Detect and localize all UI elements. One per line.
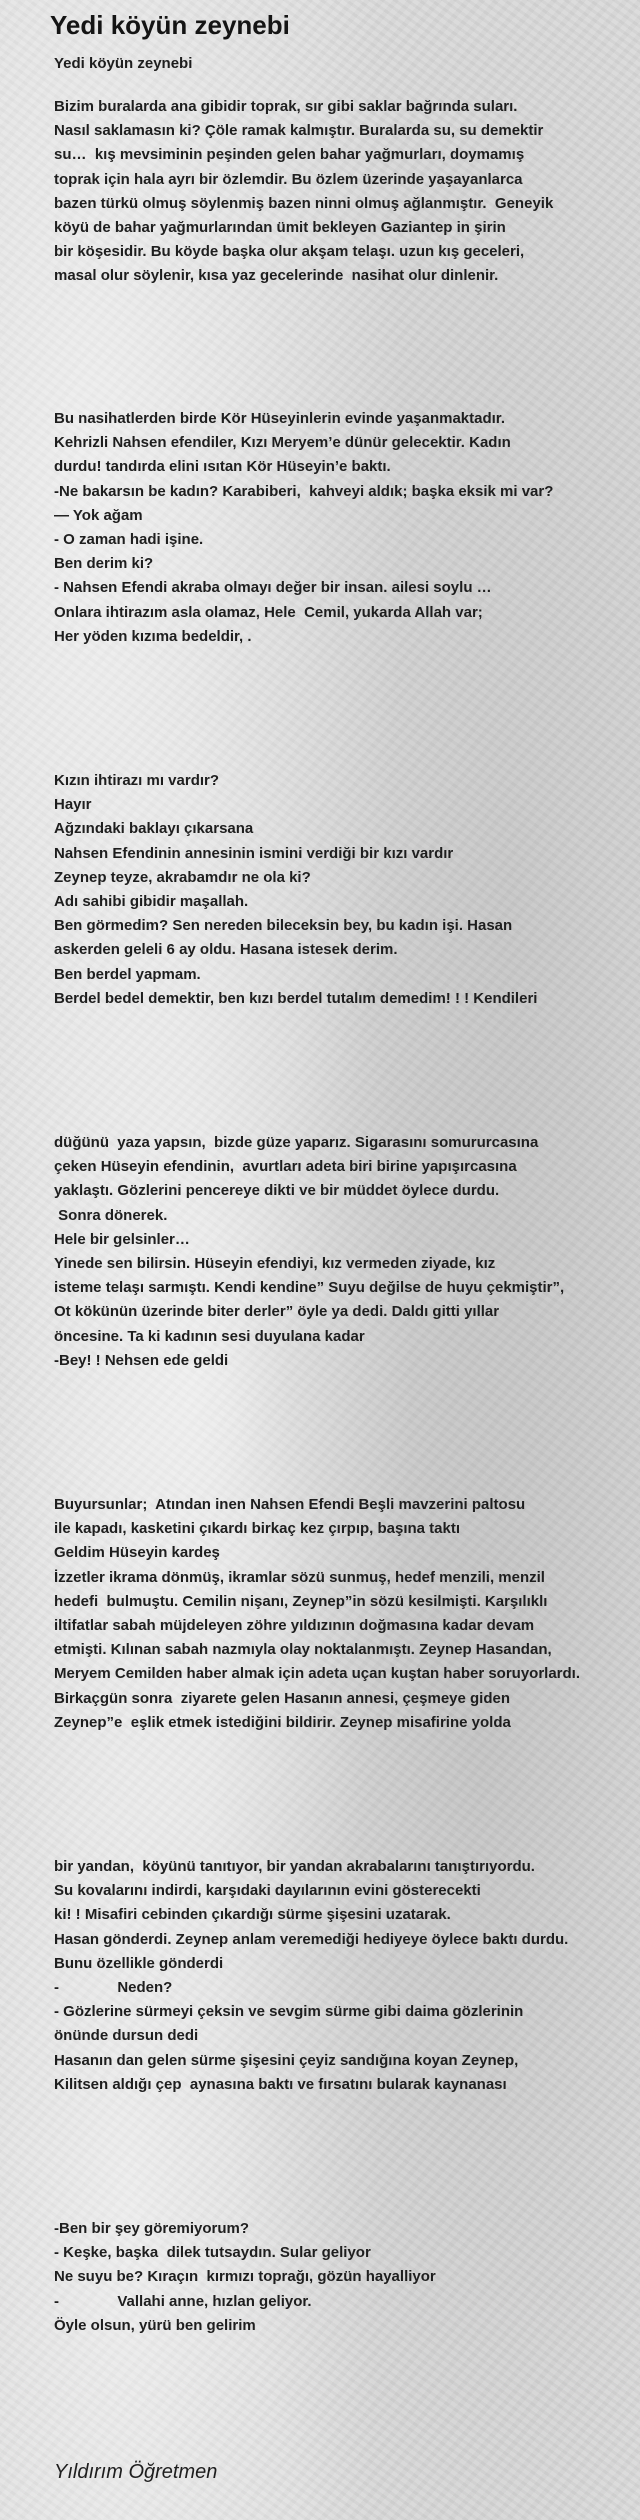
poem-line: Berdel bedel demektir, ben kızı berdel tutalım demedim! ! ! Kendileri xyxy=(54,989,538,1007)
poem-line: önünde dursun dedi xyxy=(54,2027,199,2045)
poem-line: Bu nasihatlerden birde Kör Hüseyinlerin evinde yaşanmaktadır. xyxy=(54,410,505,427)
author-signature: Yıldırım Öğretmen xyxy=(54,2461,218,2483)
poem-line: Yinede sen bilirsin. Hüseyin efendiyi, kız vermeden ziyade, kız xyxy=(54,1254,496,1272)
poem-line: Ben görmedim? Sen nereden bileceksin bey, bu kadın işi. Hasan xyxy=(54,917,513,935)
poem-line: Zeynep teyze, akrabamdır ne ola ki? xyxy=(54,868,311,886)
poem-line: Kızın ihtirazı mı vardır? xyxy=(54,772,220,789)
poem-line: Onlara ihtirazım asla olamaz, Hele Cemil, yukarda Allah var; xyxy=(54,603,483,621)
poem-line: Birkaçgün sonra ziyarete gelen Hasanın annesi, çeşmeye giden xyxy=(54,1689,511,1707)
poem-line: durdu! tandırda elini ısıtan Kör Hüseyin’e baktı. xyxy=(54,458,391,476)
poem-line: Adı sahibi gibidir maşallah. xyxy=(54,892,249,910)
poem-line: öncesine. Ta ki kadının sesi duyulana kadar xyxy=(54,1327,365,1345)
poem-line: Bunu özellikle gönderdi xyxy=(54,1954,224,1972)
stanza-2 xyxy=(0,407,640,649)
poem-line: bazen türkü olmuş söylenmiş bazen ninni olmuş ağlanmıştır. Geneyik xyxy=(54,194,554,212)
poem-line: su… kış mevsiminin peşinden gelen bahar yağmurları, doymamış xyxy=(54,146,525,164)
poem-line: Hayır xyxy=(54,796,92,814)
poem-line: Bizim buralarda ana gibidir toprak, sır gibi saklar bağrında suları. xyxy=(54,98,518,115)
page-title: Yedi köyün zeynebi xyxy=(50,10,290,40)
poem-line: -Bey! ! Nehsen ede geldi xyxy=(54,1351,229,1369)
poem-line: Kehrizli Nahsen efendiler, Kızı Meryem’e dünür gelecektir. Kadın xyxy=(54,434,511,452)
poem-line: düğünü yaza yapsın, bizde güze yaparız. Sigarasını somururcasına xyxy=(54,1134,539,1151)
poem-line: Hele bir gelsinler… xyxy=(54,1230,190,1248)
poem-line: ki! ! Misafiri cebinden çıkardığı sürme şişesini uzatarak. xyxy=(54,1906,451,1924)
poem-line: hedefi bulmuştu. Cemilin nişanı, Zeynep”in sözü kesilmişti. Karşılıklı xyxy=(54,1592,548,1610)
poem-line: Su kovalarını indirdi, karşıdaki dayılarının evini gösterecekti xyxy=(54,1882,481,1900)
poem-line: - Vallahi anne, hızlan geliyor. xyxy=(54,2292,312,2310)
poem-line: askerden geleli 6 ay oldu. Hasana istesek derim. xyxy=(54,941,398,959)
poem-line: - Nahsen Efendi akraba olmayı değer bir insan. ailesi soylu … xyxy=(54,579,492,597)
stanza-1 xyxy=(0,95,640,289)
poem-line: çeken Hüseyin efendinin, avurtları adeta biri birine yapışırcasına xyxy=(54,1158,517,1176)
stanza-7 xyxy=(0,2217,640,2338)
poem-line: — Yok ağam xyxy=(54,506,143,524)
poem-line: Ne suyu be? Kıraçın kırmızı toprağı, gözün hayalliyor xyxy=(54,2268,436,2286)
stanza-6 xyxy=(0,1855,640,2097)
poem-line: -Ne bakarsın be kadın? Karabiberi, kahveyi aldık; başka eksik mi var? xyxy=(54,482,554,500)
poem-line: yaklaştı. Gözlerini pencereye dikti ve bir müddet öylece durdu. xyxy=(54,1182,500,1200)
poem-line: Hasan gönderdi. Zeynep anlam veremediği hediyeye öylece baktı durdu. xyxy=(54,1930,569,1948)
poem-line: masal olur söylenir, kısa yaz gecelerinde nasihat olur dinlenir. xyxy=(54,267,499,285)
poem-line: Ben berdel yapmam. xyxy=(54,965,201,983)
poem-line: Sonra dönerek. xyxy=(54,1206,168,1224)
poem-line: Geldim Hüseyin kardeş xyxy=(54,1544,220,1562)
poem-line: Her yöden kızıma bedeldir, . xyxy=(54,627,252,645)
poem-line: Zeynep”e eşlik etmek istediğini bildirir. Zeynep misafirine yolda xyxy=(54,1713,511,1731)
poem-line: toprak için hala ayrı bir özlemdir. Bu özlem üzerinde yaşayanlarca xyxy=(54,170,523,188)
stanza-4 xyxy=(0,1131,640,1373)
poem-subtitle: Yedi köyün zeynebi xyxy=(54,55,193,72)
poem-line: Nahsen Efendinin annesinin ismini verdiği bir kızı vardır xyxy=(54,844,454,862)
poem-line: bir köşesidir. Bu köyde başka olur akşam telaşı. uzun kış geceleri, xyxy=(54,243,525,261)
poem-line: Ağzındaki baklayı çıkarsana xyxy=(54,820,254,838)
poem-line: Öyle olsun, yürü ben gelirim xyxy=(54,2316,256,2334)
poem-line: Buyursunlar; Atından inen Nahsen Efendi Beşli mavzerini paltosu xyxy=(54,1496,526,1513)
poem-line: -Ben bir şey göremiyorum? xyxy=(54,2220,250,2237)
poem-line: İzzetler ikrama dönmüş, ikramlar sözü sunmuş, hedef menzili, menzil xyxy=(54,1568,545,1586)
poem-line: - Gözlerine sürmeyi çeksin ve sevgim sürme gibi daima gözlerinin xyxy=(54,2003,524,2021)
poem-line: - Keşke, başka dilek tutsaydın. Sular geliyor xyxy=(54,2244,371,2262)
poem-line: Ot kökünün üzerinde biter derler” öyle ya dedi. Daldı gitti yıllar xyxy=(54,1303,500,1321)
poem-line: Nasıl saklamasın ki? Çöle ramak kalmıştır. Buralarda su, su demektir xyxy=(54,122,544,140)
poem-line: Hasanın dan gelen sürme şişesini çeyiz sandığına koyan Zeynep, xyxy=(54,2051,519,2069)
poem-line: - Neden? xyxy=(54,1978,173,1996)
poem-line: Meryem Cemilden haber almak için adeta uçan kuştan haber soruyorlardı. xyxy=(54,1665,581,1683)
poem-line: iltifatlar sabah müjdeleyen zöhre yıldızının doğmasına kadar devam xyxy=(54,1616,535,1634)
poem-line: - O zaman hadi işine. xyxy=(54,530,204,548)
stanza-3 xyxy=(0,769,640,1011)
poem-line: etmişti. Kılınan sabah nazmıyla olay noktalanmıştı. Zeynep Hasandan, xyxy=(54,1641,552,1659)
stanza-5 xyxy=(0,1493,640,1735)
poem-line: bir yandan, köyünü tanıtıyor, bir yandan akrabalarını tanıştırıyordu. xyxy=(54,1858,535,1875)
poem-line: Ben derim ki? xyxy=(54,555,154,573)
poem-line: isteme telaşı sarmıştı. Kendi kendine” Suyu değilse de huyu çekmiştir”, xyxy=(54,1279,565,1297)
poem-line: köyü de bahar yağmurlarından ümit bekleyen Gaziantep in şirin xyxy=(54,218,506,236)
poem-line: Kilitsen aldığı çep aynasına baktı ve fırsatını bularak kaynanası xyxy=(54,2075,507,2093)
poem-line: ile kapadı, kasketini çıkardı birkaç kez çırpıp, başına taktı xyxy=(54,1520,461,1538)
